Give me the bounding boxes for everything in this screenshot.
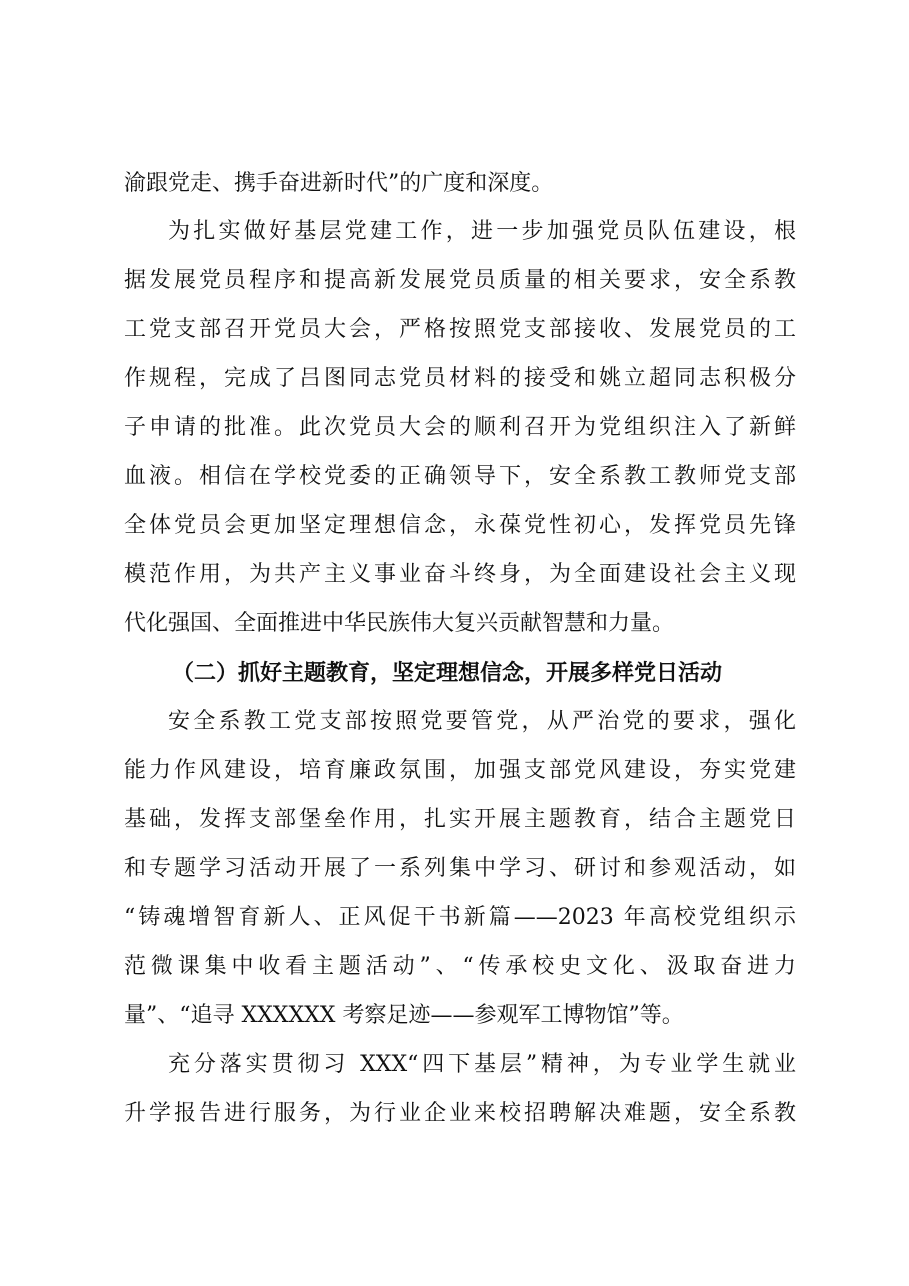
paragraph-line: 渝跟党走、携手奋进新时代”的广度和深度。 xyxy=(124,171,554,196)
paragraph-line: 工党支部召开党员大会，严格按照党支部接收、发展党员的工 xyxy=(124,317,796,342)
paragraph-line: 范微课集中收看主题活动”、“传承校史文化、汲取奋进力 xyxy=(124,954,796,979)
section-heading: （二）抓好主题教育，坚定理想信念，开展多样党日活动 xyxy=(172,660,723,686)
paragraph-line: 全体党员会更加坚定理想信念，永葆党性初心，发挥党员先锋 xyxy=(124,513,796,538)
paragraph-first-line: 充分落实贯彻习 XXX“四下基层”精神，为专业学生就业 xyxy=(168,1052,796,1077)
paragraph-line: 升学报告进行服务，为行业企业来校招聘解决难题，安全系教 xyxy=(124,1101,796,1126)
paragraph-line: 据发展党员程序和提高新发展党员质量的相关要求，安全系教 xyxy=(124,268,796,293)
paragraph-line: 代化强国、全面推进中华民族伟大复兴贡献智慧和力量。 xyxy=(124,611,675,636)
paragraph-line: 子申请的批准。此次党员大会的顺利召开为党组织注入了新鲜 xyxy=(124,415,796,440)
paragraph-line: 血液。相信在学校党委的正确领导下，安全系教工教师党支部 xyxy=(124,464,796,489)
paragraph-line: 能力作风建设，培育廉政氛围，加强支部党风建设，夯实党建 xyxy=(124,758,796,783)
paragraph-line: 和专题学习活动开展了一系列集中学习、研讨和参观活动，如 xyxy=(124,856,796,881)
paragraph-line: 模范作用，为共产主义事业奋斗终身，为全面建设社会主义现 xyxy=(124,562,796,587)
paragraph-first-line: 为扎实做好基层党建工作，进一步加强党员队伍建设，根 xyxy=(168,219,796,244)
paragraph-line: 作规程，完成了吕图同志党员材料的接受和姚立超同志积极分 xyxy=(124,366,796,391)
paragraph-line: “铸魂增智育新人、正风促干书新篇——2023 年高校党组织示 xyxy=(124,905,796,930)
paragraph-line: 量”、“追寻 XXXXXX 考察足迹——参观军工博物馆”等。 xyxy=(124,1003,684,1028)
paragraph-first-line: 安全系教工党支部按照党要管党，从严治党的要求，强化 xyxy=(168,709,796,734)
paragraph-line: 基础，发挥支部堡垒作用，扎实开展主题教育，结合主题党日 xyxy=(124,807,796,832)
